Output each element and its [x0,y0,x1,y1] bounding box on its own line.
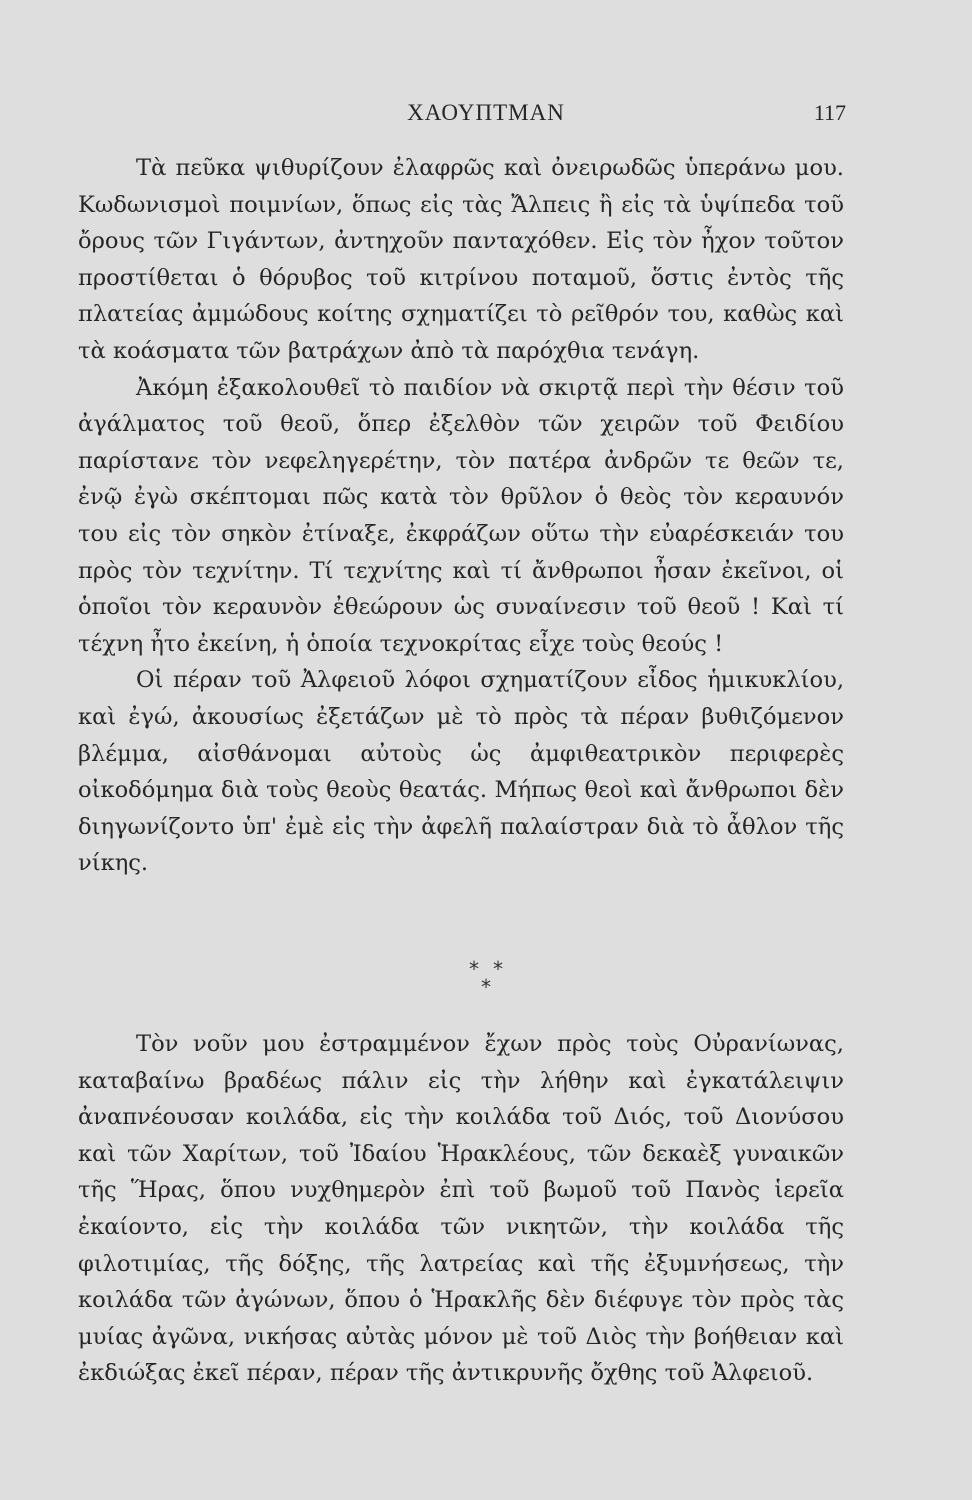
running-title: ΧΑΟΥΠΤΜΑΝ [407,100,565,125]
text-section-2 [78,1026,844,1392]
paragraph: Οἱ πέραν τοῦ Ἀλφειοῦ λόφοι σχηματίζουν εἶδος ἡμικυκλίου, καὶ ἐγώ, ἀκουσίως ἐξετάζων μὲ τὸ πρὸς τὰ πέραν βυθιζόμενον βλέμμα, αἰσθάνομαι αὐτοὺς ὡς ἀμφιθεατρικὸν περιφερὲς οἰκοδόμημα διὰ τοὺς θεοὺς θεατάς. Μήπως θεοὶ καὶ ἄνθρωποι δὲν διηγωνίζοντο ὑπ' ἐμὲ εἰς τὴν ἀφελῆ παλαίστραν διὰ τὸ ἆθλον τῆς νίκης. [78,667,844,877]
paragraph: Ἀκόμη ἐξακολουθεῖ τὸ παιδίον νὰ σκιρτᾷ περὶ τὴν θέσιν τοῦ ἀγάλματος τοῦ θεοῦ, ὅπερ ἐξελθὸν τῶν χειρῶν τοῦ Φειδίου παρίστανε τὸν νεφεληγερέτην, τὸν πατέρα ἀνδρῶν τε θεῶν τε, ἐνῷ ἐγὼ σκέπτομαι πῶς κατὰ τὸν θρῦλον ὁ θεὸς τὸν κεραυνόν του εἰς τὸν σηκὸν ἐτίναξε, ἐκφράζων οὕτω τὴν εὐαρέσκειάν του πρὸς τὸν τεχνίτην. Τί τεχνίτης καὶ τί ἄνθρωποι ἦσαν ἐκεῖνοι, οἱ ὁποῖοι τὸν κεραυνὸν ἐθεώρουν ὡς συναίνεσιν τοῦ θεοῦ ! Καὶ τί τέχνη ἦτο ἐκείνη, ἡ ὁποία τεχνοκρίτας εἶχε τοὺς θεούς ! [78,374,844,657]
asterism-top: * * [467,957,505,981]
page-number: 117 [813,100,846,125]
paragraph: Τὸν νοῦν μου ἐστραμμένον ἔχων πρὸς τοὺς Οὐρανίωνας, καταβαίνω βραδέως πάλιν εἰς τὴν λήθην καὶ ἐγκατάλειψιν ἀναπνέουσαν κοιλάδα, εἰς τὴν κοιλάδα τοῦ Διός, τοῦ Διονύσου καὶ τῶν Χαρίτων, τοῦ Ἰδαίου Ἡρακλέους, τῶν δεκαὲξ γυναικῶν τῆς Ἥρας, ὅπου νυχθημερὸν ἐπὶ τοῦ βωμοῦ τοῦ Πανὸς ἱερεῖα ἐκαίοντο, εἰς τὴν κοιλάδα τῶν νικητῶν, τὴν κοιλάδα τῆς φιλοτιμίας, τῆς δόξης, τῆς λατρείας καὶ τῆς ἐξυμνήσεως, τὴν κοιλάδα τῶν ἀγώνων, ὅπου ὁ Ἡρακλῆς δὲν διέφυγε τὸν πρὸς τὰς μυίας ἀγῶνα, νικήσας αὐτὰς μόνον μὲ τοῦ Διὸς τὴν βοήθειαν καὶ ἐκδιώξας ἐκεῖ πέραν, πέραν τῆς ἀντικρυνῆς ὄχθης τοῦ Ἀλφειοῦ. [78,1031,844,1387]
text-section-1 [78,150,844,882]
section-divider-asterism [0,957,972,999]
running-head [0,96,972,130]
asterism-bottom: * [479,975,493,999]
paragraph: Τὰ πεῦκα ψιθυρίζουν ἐλαφρῶς καὶ ὀνειρωδῶς ὑπεράνω μου. Κωδωνισμοὶ ποιμνίων, ὅπως εἰς τὰς Ἄλπεις ἢ εἰς τὰ ὑψίπεδα τοῦ ὄρους τῶν Γιγάντων, ἀντηχοῦν πανταχόθεν. Εἰς τὸν ἦχον τοῦτον προστίθεται ὁ θόρυβος τοῦ κιτρίνου ποταμοῦ, ὅστις ἐντὸς τῆς πλατείας ἀμμώδους κοίτης σχηματίζει τὸ ρεῖθρόν του, καθὼς καὶ τὰ κοάσματα τῶν βατράχων ἀπὸ τὰ παρόχθια τενάγη. [78,155,844,364]
